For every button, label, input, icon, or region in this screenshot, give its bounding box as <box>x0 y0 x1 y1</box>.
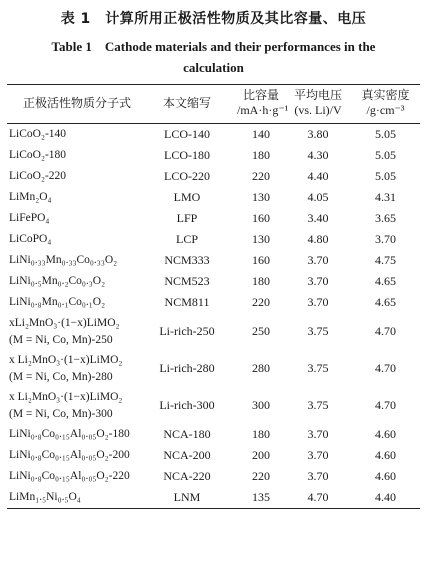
cell-capacity: 140 <box>252 127 270 141</box>
header-density: 真实密度 /g·cm⁻³ <box>351 85 420 124</box>
table-row <box>7 250 420 271</box>
table-row <box>7 292 420 313</box>
cell-formula: LiCoPO₄ <box>9 233 52 245</box>
cell-capacity: 250 <box>252 324 270 338</box>
cell-capacity: 200 <box>252 448 270 462</box>
cell-density: 4.65 <box>375 274 396 288</box>
cell-voltage: 3.70 <box>307 448 329 462</box>
table-row <box>7 271 420 292</box>
cell-formula: LiMn₁.₅Ni₀.₅O₄ <box>9 491 81 503</box>
table-title-en-line1: Table 1 Cathode materials and their performances in the <box>51 39 376 54</box>
cell-abbreviation: LMO <box>173 190 201 204</box>
table-row <box>7 229 420 250</box>
table-row <box>7 445 420 466</box>
cell-voltage: 3.70 <box>307 427 329 441</box>
cell-formula: LiNi₀.₈Co₀.₁₅Al₀.₀₅O₂-180 <box>9 428 130 440</box>
cell-density: 4.65 <box>375 295 396 309</box>
cell-abbreviation: LNM <box>173 490 201 504</box>
table-row <box>7 208 420 229</box>
cell-density: 5.05 <box>375 169 396 183</box>
cell-formula: x Li₂MnO₃·(1−x)LiMO₂ (M = Ni, Co, Mn)-300 <box>9 390 123 420</box>
cell-capacity: 130 <box>252 232 270 246</box>
cell-density: 4.75 <box>375 253 396 267</box>
header-formula: 正极活性物质分子式 <box>7 85 137 124</box>
cell-capacity: 280 <box>252 361 270 375</box>
table-row <box>7 145 420 166</box>
header-voltage: 平均电压 (vs. Li)/V <box>285 85 351 124</box>
cell-abbreviation: NCM523 <box>164 274 210 288</box>
table-row <box>7 350 420 387</box>
cell-formula: LiNi₀.₈Co₀.₁₅Al₀.₀₅O₂-220 <box>9 470 130 482</box>
table-row <box>7 424 420 445</box>
cell-capacity: 135 <box>252 490 270 504</box>
table-title-en <box>7 36 420 78</box>
cathode-materials-table <box>7 84 420 509</box>
header-capacity: 比容量 /mA·h·g⁻¹ <box>237 85 285 124</box>
cell-density: 5.05 <box>375 127 396 141</box>
table-row <box>7 387 420 424</box>
cell-voltage: 4.80 <box>307 232 329 246</box>
cell-abbreviation: Li-rich-300 <box>159 398 215 412</box>
table-row <box>7 487 420 509</box>
table-row <box>7 313 420 350</box>
cell-density: 4.70 <box>375 361 396 375</box>
cell-voltage: 3.70 <box>307 469 329 483</box>
cell-abbreviation: LFP <box>176 211 198 225</box>
cell-voltage: 3.70 <box>307 274 329 288</box>
header-abbreviation: 本文缩写 <box>137 85 237 124</box>
table-row <box>7 166 420 187</box>
cell-capacity: 220 <box>252 469 270 483</box>
header-row <box>7 85 420 124</box>
cell-density: 3.70 <box>375 232 396 246</box>
cell-capacity: 180 <box>252 427 270 441</box>
table-title-en-line2: calculation <box>183 60 244 75</box>
cell-abbreviation: NCA-180 <box>163 427 211 441</box>
cell-formula: LiNi₀.₈Co₀.₁₅Al₀.₀₅O₂-200 <box>9 449 130 461</box>
cell-formula: LiCoO₂-140 <box>9 128 67 140</box>
cell-density: 4.60 <box>375 448 396 462</box>
cell-density: 4.70 <box>375 324 396 338</box>
cell-density: 4.60 <box>375 427 396 441</box>
table-title-cn: 表 1 计算所用正极活性物质及其比容量、电压 <box>60 11 367 27</box>
table-row <box>7 466 420 487</box>
cell-density: 4.60 <box>375 469 396 483</box>
cell-density: 4.40 <box>375 490 396 504</box>
cell-voltage: 4.30 <box>307 148 329 162</box>
cell-voltage: 3.70 <box>307 295 329 309</box>
cell-formula: LiMn₂O₄ <box>9 191 52 203</box>
cell-abbreviation: NCA-200 <box>163 448 211 462</box>
table-row <box>7 187 420 208</box>
cell-formula: LiNi₀.₅Mn₀.₂Co₀.₃O₂ <box>9 275 106 287</box>
cell-density: 4.31 <box>375 190 396 204</box>
cell-capacity: 300 <box>252 398 270 412</box>
cell-formula: LiNi₀.₈Mn₀.₁Co₀.₁O₂ <box>9 296 106 308</box>
cell-voltage: 3.80 <box>307 127 329 141</box>
cell-capacity: 160 <box>252 253 270 267</box>
cell-voltage: 3.75 <box>307 398 329 412</box>
cell-formula: LiCoO₂-180 <box>9 149 67 161</box>
cell-voltage: 4.05 <box>307 190 329 204</box>
cell-density: 3.65 <box>375 211 396 225</box>
cell-density: 5.05 <box>375 148 396 162</box>
cell-abbreviation: Li-rich-280 <box>159 361 215 375</box>
cell-abbreviation: NCM333 <box>164 253 210 267</box>
cell-abbreviation: Li-rich-250 <box>159 324 215 338</box>
cell-capacity: 180 <box>252 274 270 288</box>
cell-capacity: 130 <box>252 190 270 204</box>
cell-voltage: 3.40 <box>307 211 329 225</box>
cell-formula: x Li₂MnO₃·(1−x)LiMO₂ (M = Ni, Co, Mn)-280 <box>9 353 123 383</box>
cell-abbreviation: LCO-140 <box>164 127 210 141</box>
cell-abbreviation: NCA-220 <box>163 469 211 483</box>
cell-capacity: 220 <box>252 295 270 309</box>
cell-abbreviation: NCM811 <box>164 295 210 309</box>
cell-abbreviation: LCP <box>175 232 198 246</box>
table-row <box>7 124 420 146</box>
cell-voltage: 3.75 <box>307 324 329 338</box>
cell-voltage: 3.70 <box>307 253 329 267</box>
cell-voltage: 4.70 <box>307 490 329 504</box>
cell-voltage: 3.75 <box>307 361 329 375</box>
cell-abbreviation: LCO-180 <box>164 148 210 162</box>
cell-capacity: 220 <box>252 169 270 183</box>
cell-formula: LiCoO₂-220 <box>9 170 67 182</box>
cell-capacity: 180 <box>252 148 270 162</box>
cell-abbreviation: LCO-220 <box>164 169 210 183</box>
cell-density: 4.70 <box>375 398 396 412</box>
cell-voltage: 4.40 <box>307 169 329 183</box>
cell-capacity: 160 <box>252 211 270 225</box>
cell-formula: xLi₂MnO₃·(1−x)LiMO₂ (M = Ni, Co, Mn)-250 <box>9 316 120 346</box>
table-body <box>7 124 420 509</box>
cell-formula: LiFePO₄ <box>9 212 50 224</box>
cell-formula: LiNi₀.₃₃Mn₀.₃₃Co₀.₃₃O₂ <box>9 254 118 266</box>
